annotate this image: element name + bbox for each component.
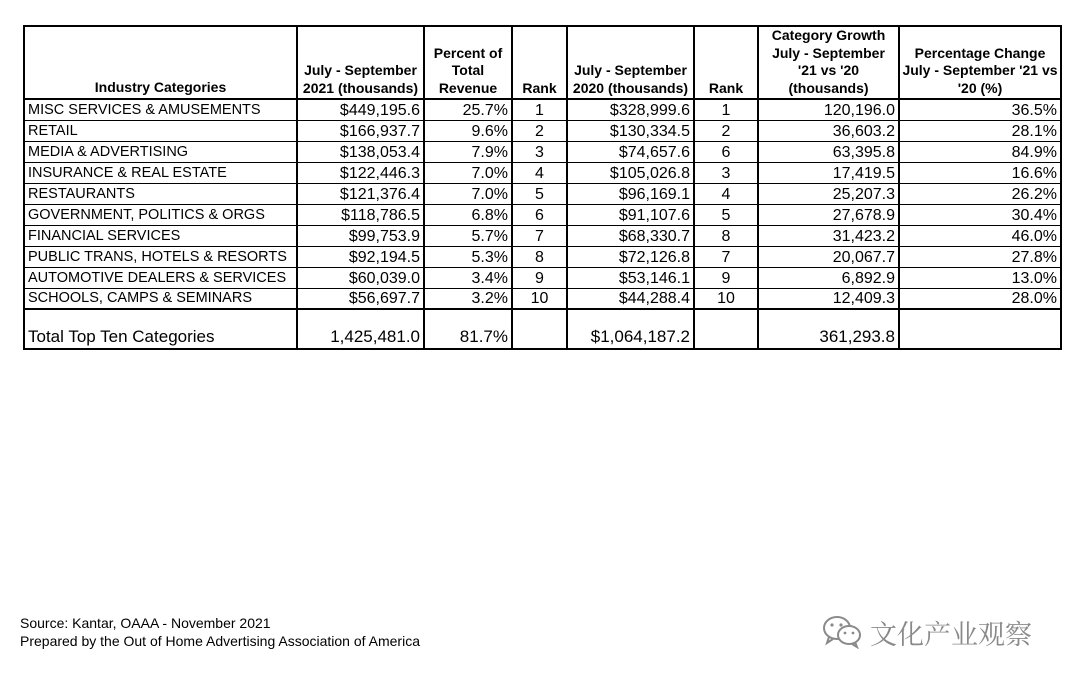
rank-2020-cell: 7 — [694, 246, 758, 267]
category-name-cell: PUBLIC TRANS, HOTELS & RESORTS — [24, 246, 297, 267]
header-category-growth: Category Growth July - September '21 vs '20 (thousands) — [758, 26, 899, 99]
rank-2021-cell: 5 — [512, 183, 567, 204]
revenue-2020-cell: $68,330.7 — [567, 225, 694, 246]
revenue-2021-cell: $138,053.4 — [297, 141, 424, 162]
rank-2020-cell: 2 — [694, 120, 758, 141]
revenue-2021-cell: $60,039.0 — [297, 267, 424, 288]
header-percentage-change: Percentage Change July - September '21 vs '20 (%) — [899, 26, 1061, 99]
rank-2021-cell: 4 — [512, 162, 567, 183]
industry-expenditures-table — [23, 25, 1062, 350]
percentage-change-cell: 36.5% — [899, 99, 1061, 120]
revenue-2020-cell: $130,334.5 — [567, 120, 694, 141]
rank-2021-cell: 9 — [512, 267, 567, 288]
category-growth-cell: 36,603.2 — [758, 120, 899, 141]
rank-2021-cell: 10 — [512, 288, 567, 309]
percentage-change-cell: 16.6% — [899, 162, 1061, 183]
rank-2020-cell: 5 — [694, 204, 758, 225]
category-growth-cell: 27,678.9 — [758, 204, 899, 225]
rank-2020-cell: 9 — [694, 267, 758, 288]
total-growth-cell: 361,293.8 — [758, 309, 899, 349]
category-name-cell: INSURANCE & REAL ESTATE — [24, 162, 297, 183]
rank-2020-cell: 1 — [694, 99, 758, 120]
percent-total-cell: 5.3% — [424, 246, 512, 267]
percent-total-cell: 9.6% — [424, 120, 512, 141]
category-name-cell: RESTAURANTS — [24, 183, 297, 204]
table-row — [24, 204, 1061, 225]
percent-total-cell: 7.0% — [424, 162, 512, 183]
rank-2020-cell: 10 — [694, 288, 758, 309]
rank-2021-cell: 3 — [512, 141, 567, 162]
rank-2020-cell: 4 — [694, 183, 758, 204]
source-line: Source: Kantar, OAAA - November 2021 — [20, 615, 271, 631]
table-row — [24, 162, 1061, 183]
rank-2020-cell: 8 — [694, 225, 758, 246]
percentage-change-cell: 30.4% — [899, 204, 1061, 225]
category-growth-cell: 20,067.7 — [758, 246, 899, 267]
percentage-change-cell: 13.0% — [899, 267, 1061, 288]
category-name-cell: FINANCIAL SERVICES — [24, 225, 297, 246]
total-rank-2020-cell — [694, 309, 758, 349]
revenue-2021-cell: $99,753.9 — [297, 225, 424, 246]
table-row — [24, 246, 1061, 267]
revenue-2021-cell: $122,446.3 — [297, 162, 424, 183]
table-row — [24, 267, 1061, 288]
percent-total-cell: 3.4% — [424, 267, 512, 288]
total-label-cell: Total Top Ten Categories — [24, 309, 297, 349]
revenue-2021-cell: $121,376.4 — [297, 183, 424, 204]
header-rank-2021: Rank — [512, 26, 567, 99]
header-jul-sep-2021: July - September 2021 (thousands) — [297, 26, 424, 99]
total-percent-cell: 81.7% — [424, 309, 512, 349]
percent-total-cell: 5.7% — [424, 225, 512, 246]
rank-2020-cell: 3 — [694, 162, 758, 183]
revenue-2021-cell: $118,786.5 — [297, 204, 424, 225]
header-industry-categories: Industry Categories — [24, 26, 297, 99]
table-row — [24, 288, 1061, 309]
revenue-2020-cell: $74,657.6 — [567, 141, 694, 162]
header-percent-total-revenue: Percent of Total Revenue — [424, 26, 512, 99]
revenue-2020-cell: $72,126.8 — [567, 246, 694, 267]
table-row — [24, 183, 1061, 204]
percentage-change-cell: 27.8% — [899, 246, 1061, 267]
percentage-change-cell: 26.2% — [899, 183, 1061, 204]
watermark — [822, 612, 1032, 652]
rank-2021-cell: 6 — [512, 204, 567, 225]
percentage-change-cell: 28.0% — [899, 288, 1061, 309]
category-name-cell: AUTOMOTIVE DEALERS & SERVICES — [24, 267, 297, 288]
category-name-cell: GOVERNMENT, POLITICS & ORGS — [24, 204, 297, 225]
category-growth-cell: 63,395.8 — [758, 141, 899, 162]
total-rank-2021-cell — [512, 309, 567, 349]
category-growth-cell: 120,196.0 — [758, 99, 899, 120]
revenue-2020-cell: $91,107.6 — [567, 204, 694, 225]
category-growth-cell: 17,419.5 — [758, 162, 899, 183]
category-growth-cell: 6,892.9 — [758, 267, 899, 288]
rank-2021-cell: 2 — [512, 120, 567, 141]
percent-total-cell: 7.9% — [424, 141, 512, 162]
total-row — [24, 309, 1061, 349]
category-growth-cell: 12,409.3 — [758, 288, 899, 309]
total-percentage-change-cell — [899, 309, 1061, 349]
total-revenue-2021-cell: 1,425,481.0 — [297, 309, 424, 349]
percentage-change-cell: 28.1% — [899, 120, 1061, 141]
category-name-cell: MISC SERVICES & AMUSEMENTS — [24, 99, 297, 120]
table-row — [24, 225, 1061, 246]
revenue-2020-cell: $105,026.8 — [567, 162, 694, 183]
revenue-2020-cell: $96,169.1 — [567, 183, 694, 204]
revenue-2021-cell: $166,937.7 — [297, 120, 424, 141]
rank-2021-cell: 1 — [512, 99, 567, 120]
percentage-change-cell: 84.9% — [899, 141, 1061, 162]
percentage-change-cell: 46.0% — [899, 225, 1061, 246]
wechat-icon — [822, 615, 862, 649]
percent-total-cell: 3.2% — [424, 288, 512, 309]
category-name-cell: SCHOOLS, CAMPS & SEMINARS — [24, 288, 297, 309]
table-header-row — [24, 26, 1061, 99]
revenue-2021-cell: $92,194.5 — [297, 246, 424, 267]
revenue-2020-cell: $53,146.1 — [567, 267, 694, 288]
rank-2021-cell: 7 — [512, 225, 567, 246]
rank-2021-cell: 8 — [512, 246, 567, 267]
category-growth-cell: 31,423.2 — [758, 225, 899, 246]
total-revenue-2020-cell: $1,064,187.2 — [567, 309, 694, 349]
category-name-cell: RETAIL — [24, 120, 297, 141]
revenue-2020-cell: $328,999.6 — [567, 99, 694, 120]
watermark-text: 文化产业观察 — [870, 619, 1032, 650]
header-jul-sep-2020: July - September 2020 (thousands) — [567, 26, 694, 99]
table-row — [24, 99, 1061, 120]
table-row — [24, 120, 1061, 141]
table-row — [24, 141, 1061, 162]
category-name-cell: MEDIA & ADVERTISING — [24, 141, 297, 162]
percent-total-cell: 6.8% — [424, 204, 512, 225]
prepared-by-line: Prepared by the Out of Home Advertising Association of America — [20, 633, 420, 649]
percent-total-cell: 7.0% — [424, 183, 512, 204]
revenue-2021-cell: $56,697.7 — [297, 288, 424, 309]
revenue-2021-cell: $449,195.6 — [297, 99, 424, 120]
percent-total-cell: 25.7% — [424, 99, 512, 120]
category-growth-cell: 25,207.3 — [758, 183, 899, 204]
rank-2020-cell: 6 — [694, 141, 758, 162]
revenue-2020-cell: $44,288.4 — [567, 288, 694, 309]
header-rank-2020: Rank — [694, 26, 758, 99]
